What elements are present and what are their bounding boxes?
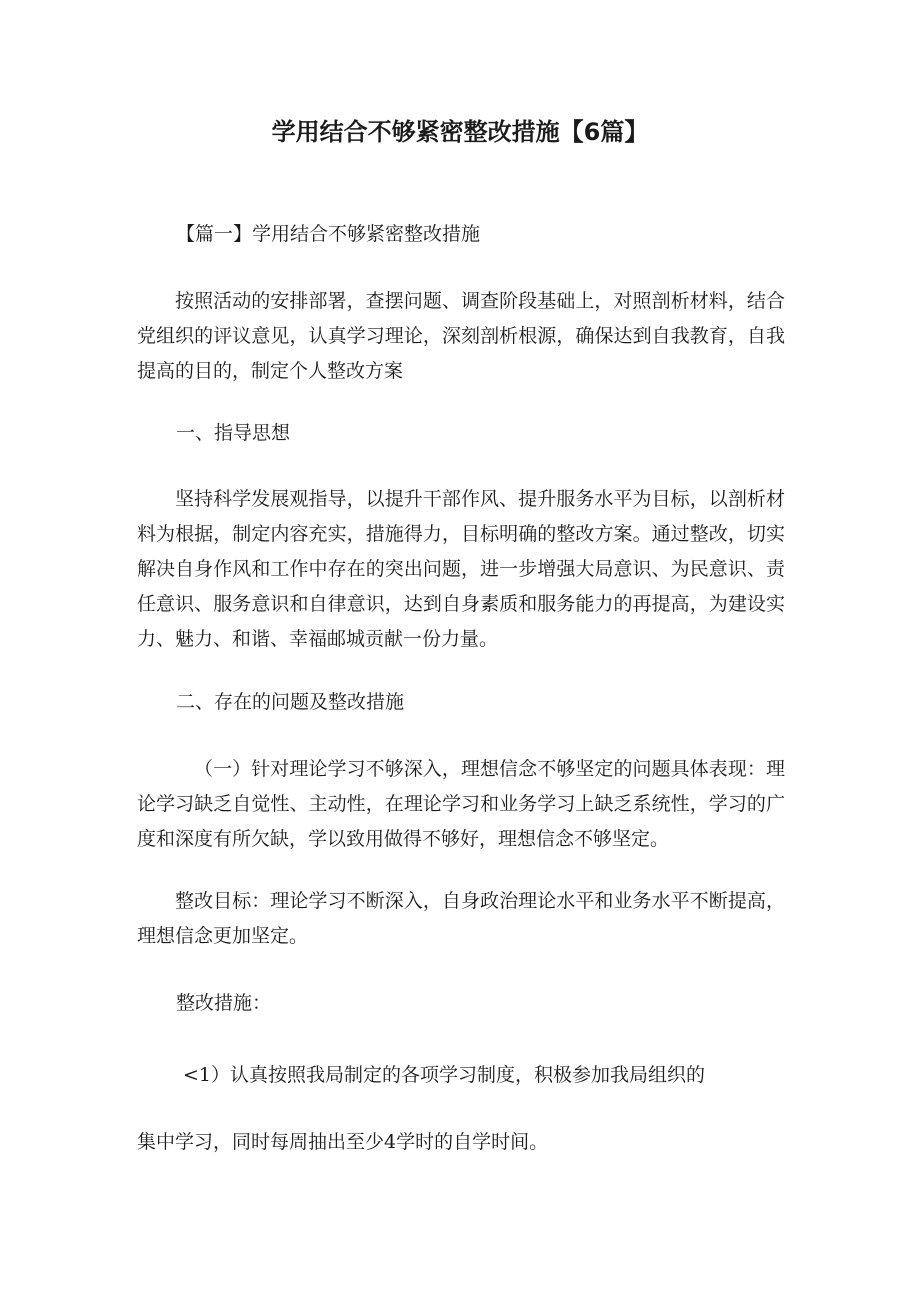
goal-paragraph: 整改目标：理论学习不断深入，自身政治理论水平和业务水平不断提高，理想信念更加坚定。 — [137, 890, 785, 947]
problem-paragraph: （一）针对理论学习不够深入，理想信念不够坚定的问题具体表现：理论学习缺乏自觉性、主动性，在理论学习和业务学习上缺乏系统性，学习的广度和深度有所欠缺，学以致用做得不够好，理想信念不够坚定。 — [137, 758, 785, 850]
document-title: 学用结合不够紧密整改措施【6篇】 — [271, 118, 649, 146]
measure-item: <1）认真按照我局制定的各项学习制度，积极参加我局组织的 — [183, 1064, 706, 1086]
intro-paragraph: 按照活动的安排部署，查摆问题、调查阶段基础上，对照剖析材料，结合党组织的评议意见，认真学习理论，深刻剖析根源，确保达到自我教育，自我提高的目的，制定个人整改方案 — [137, 290, 785, 382]
measures-heading: 整改措施： — [176, 992, 272, 1014]
heading-guiding-thought: 一、指导思想 — [176, 422, 291, 444]
measure-item-continued: 集中学习，同时每周抽出至少4学时的自学时间。 — [137, 1131, 549, 1153]
heading-problems: 二、存在的问题及整改措施 — [176, 691, 405, 713]
guiding-paragraph: 坚持科学发展观指导，以提升干部作风、提升服务水平为目标，以剖析材料为根据，制定内容充实，措施得力，目标明确的整改方案。通过整改，切实解决自身作风和工作中存在的突出问题，进一步增强大局意识、为民意识、责任意识、服务意识和自律意识，达到自身素质和服务能力的再提高，为建设实力、魅力、和谐、幸福邮城贡献一份力量。 — [137, 488, 785, 650]
section-heading: 【篇一】学用结合不够紧密整改措施 — [176, 223, 481, 245]
